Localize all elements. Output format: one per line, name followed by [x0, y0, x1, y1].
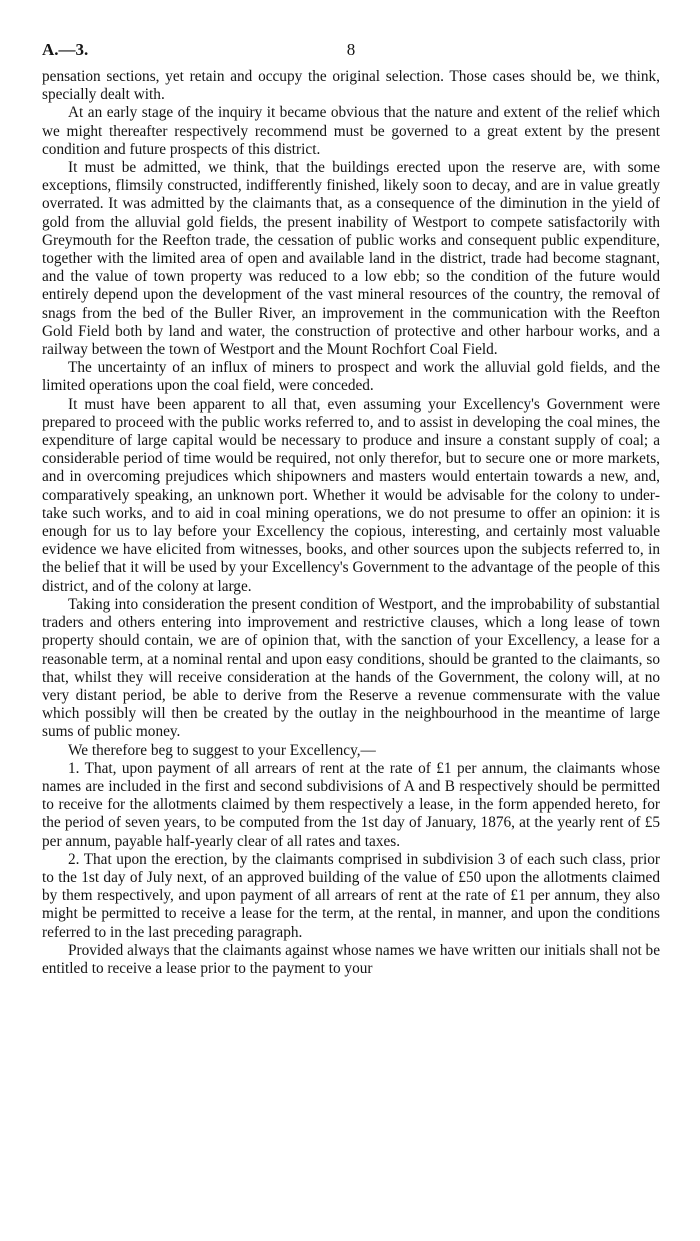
document-reference: A.—3.: [42, 40, 89, 59]
numbered-paragraph-1: 1. That, upon payment of all arrears of rent at the rate of £1 per annum, the claimants whose names are included in the first and second subdivisions of A and B respectively should be permitted to receive for the allotments claimed by them respectively a lease, in the form appended hereto, for the period of seven years, to be computed from the 1st day of January, 1876, at the yearly rent of £5 per annum, payable half-yearly clear of all rates and taxes.: [42, 759, 660, 850]
page-header: [42, 40, 660, 62]
body-text: [42, 68, 660, 978]
paragraph: The uncertainty of an influx of miners to prospect and work the alluvial gold fields, and the limited operations upon the coal field, were conceded.: [42, 359, 660, 395]
paragraph: pensation sections, yet retain and occupy the original selection. Those cases should be, we think, specially dealt with.: [42, 68, 660, 104]
paragraph: Provided always that the claimants against whose names we have written our initials shall not be entitled to receive a lease prior to the payment to your: [42, 941, 660, 977]
numbered-paragraph-2: 2. That upon the erection, by the claimants comprised in subdivision 3 of each such class, prior to the 1st day of July next, of an approved building of the value of £50 upon the allotments claimed by them respectively, and upon payment of all arrears of rent at the rate of £1 per annum, they also might be permitted to receive a lease for the term, at the rental, in manner, and upon the conditions referred to in the last preceding paragraph.: [42, 850, 660, 941]
paragraph: It must be admitted, we think, that the buildings erected upon the reserve are, with some exceptions, flimsily constructed, indifferently finished, likely soon to decay, and are in value greatly overrated. It was admitted by the claimants that, as a consequence of the diminution in the yield of gold from the alluvial gold fields, the present inability of Westport to compete satisfactorily with Greymouth for the Reefton trade, the cessation of public works and consequent public expenditure, together with the limited area of open and available land in the district, trade had become stagnant, and the value of town property was reduced to a low ebb; so the condition of the future would entirely depend upon the development of the vast mineral resources of the country, the removal of snags from the bed of the Buller River, an improvement in the communication with the Reefton Gold Field both by land and water, the construction of protective and other harbour works, and a railway between the town of Westport and the Mount Rochfort Coal Field.: [42, 159, 660, 359]
paragraph: We therefore beg to suggest to your Excellency,—: [68, 741, 376, 759]
paragraph: At an early stage of the inquiry it became obvious that the nature and extent of the relief which we might thereafter respectively recommend must be governed to a great extent by the present condition and future prospects of this district.: [42, 104, 660, 158]
paragraph: Taking into consideration the present condition of Westport, and the improbability of substantial traders and others entering into improvement and restrictive clauses, which a long lease of town property should contain, we are of opinion that, with the sanction of your Excellency, a lease for a reasonable term, at a nominal rental and upon easy conditions, should be granted to the claimants, so that, whilst they will receive consideration at the hands of the Government, the colony will, at no very distant period, be able to derive from the Reserve a revenue commensurate with the value which possibly will then be created by the outlay in the neighbourhood in the meantime of large sums of public money.: [42, 595, 660, 741]
document-page: [42, 40, 660, 978]
page-number: 8: [346, 40, 356, 59]
paragraph: It must have been apparent to all that, even assuming your Excellency's Government were prepared to proceed with the public works referred to, and to assist in developing the coal mines, the expenditure of large capital would be necessary to produce and insure a constant supply of coal; a considerable period of time would be required, not only therefor, but to secure one or more markets, and in overcoming prejudices which shipowners and masters would entertain towards a new, and, comparatively speaking, an unknown port. Whether it would be advisable for the colony to undertake such works, and to aid in coal mining operations, we do not presume to offer an opinion: it is enough for us to lay before your Excellency the copious, interesting, and certainly most valuable evidence we have elicited from witnesses, books, and other sources upon the subjects referred to, in the belief that it will be used by your Excellency's Government to the advantage of the people of this district, and of the colony at large.: [42, 395, 660, 595]
